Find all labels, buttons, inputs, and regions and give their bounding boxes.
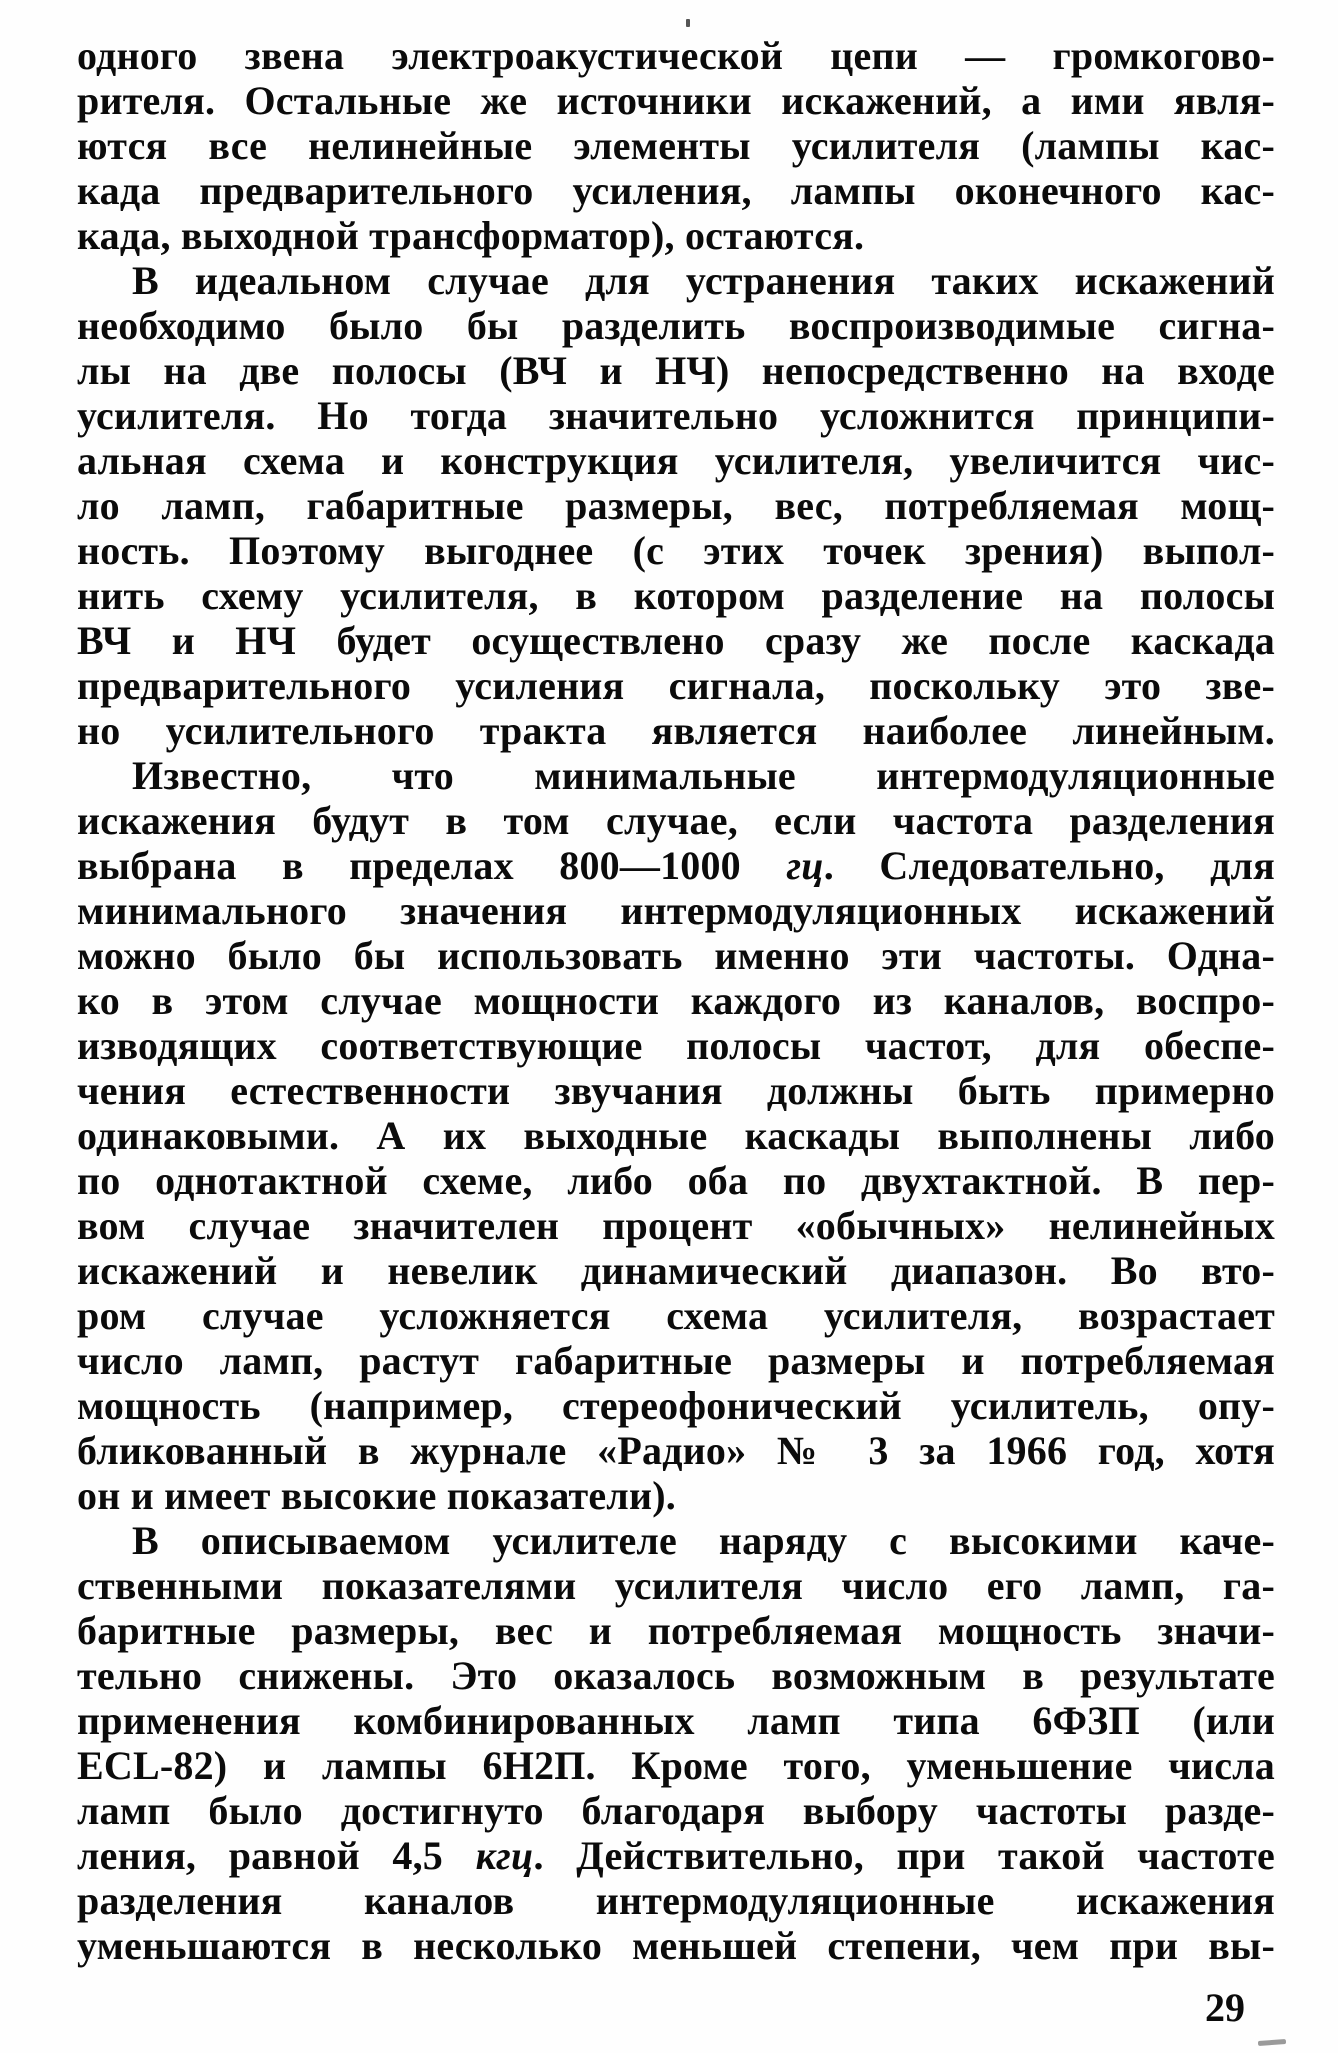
paragraph xyxy=(77,753,1275,1518)
paragraph xyxy=(77,33,1275,258)
text-line: по однотактной схеме, либо оба по двухтактной. В пер- xyxy=(77,1158,1275,1203)
italic-unit: кгц xyxy=(475,1833,534,1878)
text-line: предварительного усиления сигнала, поскольку это зве- xyxy=(77,663,1275,708)
text-line: рителя. Остальные же источники искажений, а ими явля- xyxy=(77,78,1275,123)
text-line: ко в этом случае мощности каждого из каналов, воспро- xyxy=(77,978,1275,1023)
text-line: разделения каналов интермодуляционные искажения xyxy=(77,1878,1275,1923)
text-line: применения комбинированных ламп типа 6ФЗП (или xyxy=(77,1698,1275,1743)
text-line: ются все нелинейные элементы усилителя (лампы кас- xyxy=(77,123,1275,168)
text-line: лы на две полосы (ВЧ и НЧ) непосредственно на входе xyxy=(77,348,1275,393)
scan-artifact-dot xyxy=(686,19,690,27)
text-line: В описываемом усилителе наряду с высокими каче- xyxy=(132,1518,1275,1563)
text-line: ром случае усложняется схема усилителя, возрастает xyxy=(77,1293,1275,1338)
text-line: баритные размеры, вес и потребляемая мощность значи- xyxy=(77,1608,1275,1653)
text-line: тельно снижены. Это оказалось возможным в результате xyxy=(77,1653,1275,1698)
text-line: усилителя. Но тогда значительно усложнится принципи- xyxy=(77,393,1275,438)
text-line: ECL-82) и лампы 6Н2П. Кроме того, уменьшение числа xyxy=(77,1743,1275,1788)
scan-artifact-smudge xyxy=(1258,2039,1286,2046)
text-block xyxy=(77,33,1275,1968)
text-line: ность. Поэтому выгоднее (с этих точек зрения) выпол- xyxy=(77,528,1275,573)
text-line: ло ламп, габаритные размеры, вес, потребляемая мощ- xyxy=(77,483,1275,528)
text-line: минимального значения интермодуляционных искажений xyxy=(77,888,1275,933)
text-line: ламп было достигнуто благодаря выбору частоты разде- xyxy=(77,1788,1275,1833)
text-line: ственными показателями усилителя число его ламп, га- xyxy=(77,1563,1275,1608)
text-line: число ламп, растут габаритные размеры и потребляемая xyxy=(77,1338,1275,1383)
text-line: уменьшаются в несколько меньшей степени, чем при вы- xyxy=(77,1923,1275,1968)
text-line: искажения будут в том случае, если частота разделения xyxy=(77,798,1275,843)
text-line: выбрана в пределах 800—1000 гц. Следовательно, для xyxy=(77,843,1275,888)
text-line: он и имеет высокие показатели). xyxy=(77,1473,676,1518)
text-line: альная схема и конструкция усилителя, увеличится чис- xyxy=(77,438,1275,483)
text-line: чения естественности звучания должны быть примерно xyxy=(77,1068,1275,1113)
text-line: ВЧ и НЧ будет осуществлено сразу же после каскада xyxy=(77,618,1275,663)
text-line: бликованный в журнале «Радио» № 3 за 1966 год, хотя xyxy=(77,1428,1275,1473)
text-line: В идеальном случае для устранения таких искажений xyxy=(132,258,1275,303)
text-line: но усилительного тракта является наиболее линейным. xyxy=(77,708,1275,753)
text-line: искажений и невелик динамический диапазон. Во вто- xyxy=(77,1248,1275,1293)
paragraph xyxy=(77,1518,1275,1968)
text-line: необходимо было бы разделить воспроизводимые сигна- xyxy=(77,303,1275,348)
paragraph xyxy=(77,258,1275,753)
text-line: нить схему усилителя, в котором разделение на полосы xyxy=(77,573,1275,618)
italic-unit: гц xyxy=(786,843,824,888)
text-line: одинаковыми. А их выходные каскады выполнены либо xyxy=(77,1113,1275,1158)
page-number: 29 xyxy=(1205,1985,1245,2030)
text-line: одного звена электроакустической цепи — громкогово- xyxy=(77,33,1275,78)
text-line: можно было бы использовать именно эти частоты. Одна- xyxy=(77,933,1275,978)
text-line: изводящих соответствующие полосы частот, для обеспе- xyxy=(77,1023,1275,1068)
text-line: вом случае значителен процент «обычных» нелинейных xyxy=(77,1203,1275,1248)
text-line: када, выходной трансформатор), остаются. xyxy=(77,213,865,258)
text-line: ления, равной 4,5 кгц. Действительно, при такой частоте xyxy=(77,1833,1275,1878)
text-line: Известно, что минимальные интермодуляционные xyxy=(132,753,1275,798)
text-line: када предварительного усиления, лампы оконечного кас- xyxy=(77,168,1275,213)
text-line: мощность (например, стереофонический усилитель, опу- xyxy=(77,1383,1275,1428)
